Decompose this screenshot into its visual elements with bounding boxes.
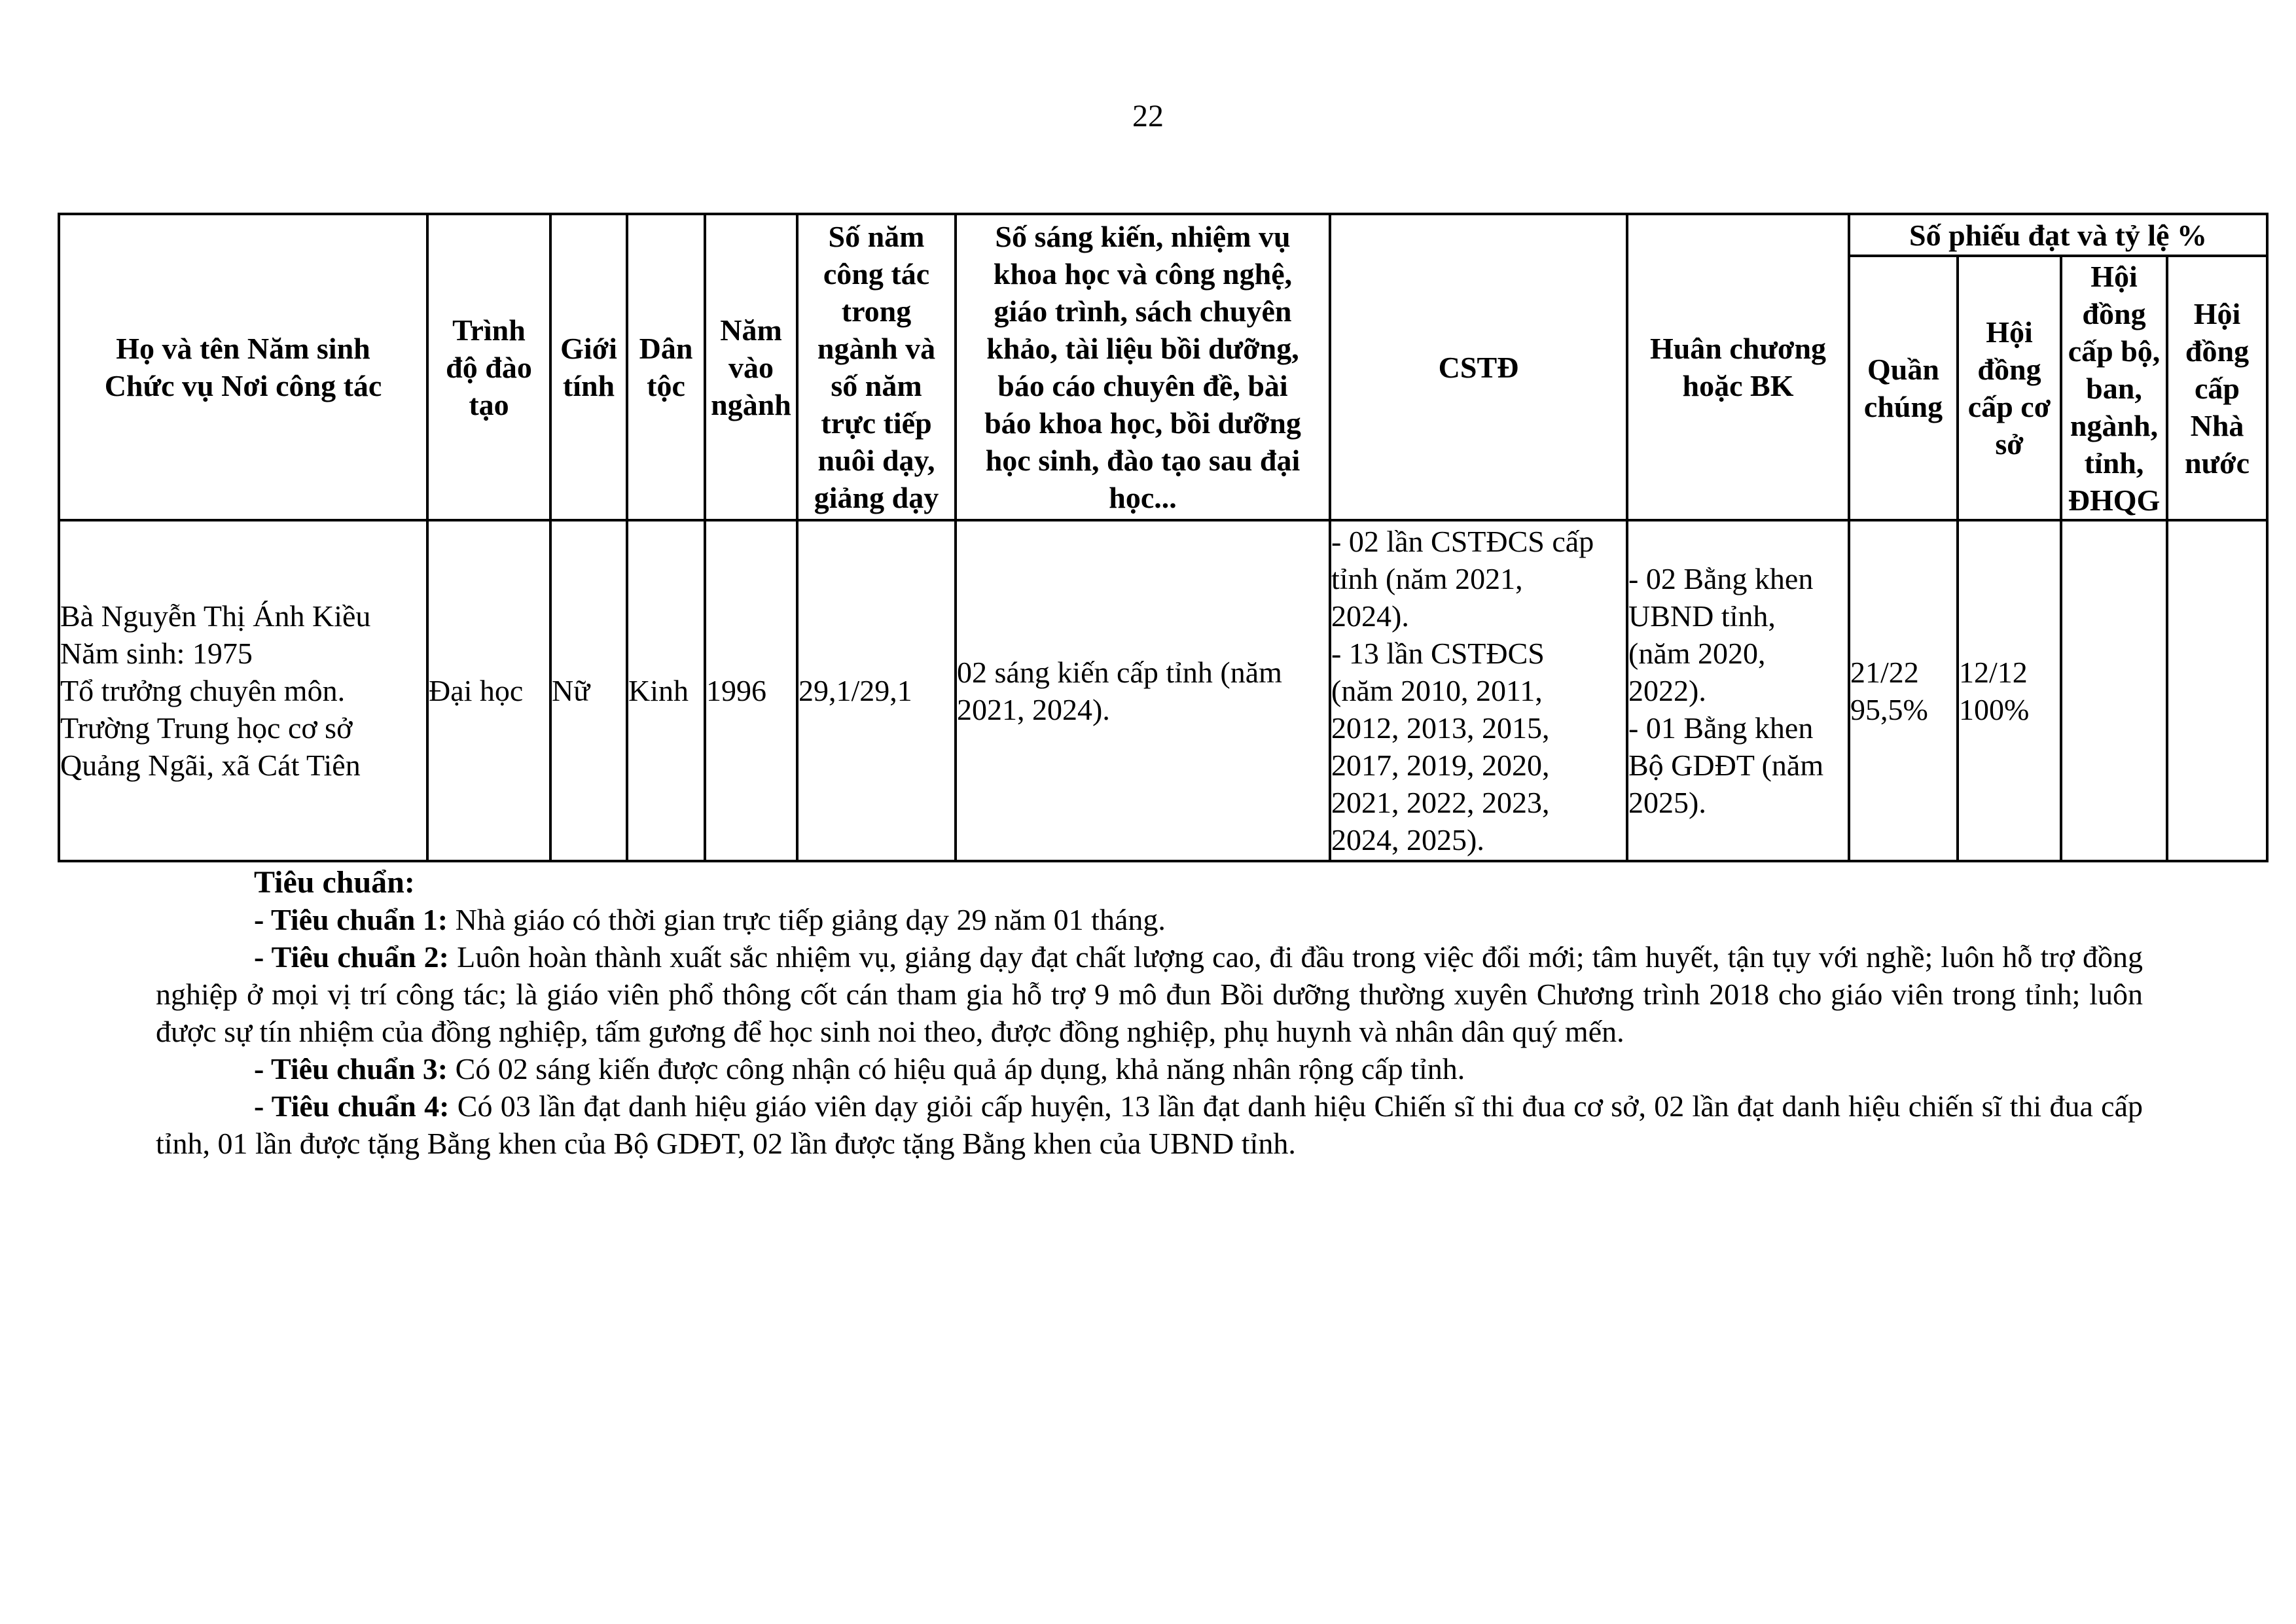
- header-education: Trình độ đào tạo: [427, 214, 550, 520]
- cell-years-service: 29,1/29,1: [797, 520, 956, 861]
- header-gender: Giới tính: [550, 214, 627, 520]
- header-awards: Huân chương hoặc BK: [1627, 214, 1849, 520]
- criteria-label: - Tiêu chuẩn 4:: [254, 1089, 450, 1123]
- criteria-item-3: [156, 1050, 2143, 1087]
- header-votes-group: Số phiếu đạt và tỷ lệ %: [1849, 214, 2267, 256]
- header-name: Họ và tên Năm sinh Chức vụ Nơi công tác: [59, 214, 427, 520]
- cell-entry-year: 1996: [705, 520, 797, 861]
- header-cstd: CSTĐ: [1330, 214, 1627, 520]
- header-ethnicity: Dân tộc: [627, 214, 705, 520]
- criteria-text: Luôn hoàn thành xuất sắc nhiệm vụ, giảng dạy đạt chất lượng cao, đi đầu trong việc đổi mới; tâm huyết, tận tụy với nghề; luôn hỗ trợ đồng nghiệp ở mọi vị trí công tác; là giáo viên phổ thông cốt cán tham gia hỗ trợ 9 mô đun Bồi dưỡng thường xuyên Chương trình 2018 cho giáo viên trong tỉnh; luôn được sự tín nhiệm của đồng nghiệp, tấm gương để học sinh noi theo, được đồng nghiệp, phụ huynh và nhân dân quý mến.: [156, 940, 2144, 1048]
- criteria-label: - Tiêu chuẩn 3:: [254, 1052, 448, 1086]
- header-years-service: Số năm công tác trong ngành và số năm trực tiếp nuôi dạy, giảng dạy: [797, 214, 956, 520]
- header-votes-state: Hội đồng cấp Nhà nước: [2167, 256, 2267, 520]
- header-votes-ministry: Hội đồng cấp bộ, ban, ngành, tỉnh, ĐHQG: [2061, 256, 2167, 520]
- criteria-section: [156, 864, 2143, 1162]
- criteria-item-4: [156, 1087, 2143, 1162]
- criteria-item-2: [156, 938, 2143, 1050]
- candidate-table: [58, 213, 2269, 862]
- criteria-title: Tiêu chuẩn:: [254, 865, 415, 900]
- cell-education: Đại học: [427, 520, 550, 861]
- cell-awards: - 02 Bằng khen UBND tỉnh, (năm 2020, 2022). - 01 Bằng khen Bộ GDĐT (năm 2025).: [1627, 520, 1849, 861]
- criteria-label: - Tiêu chuẩn 1:: [254, 903, 448, 936]
- header-votes-public: Quần chúng: [1849, 256, 1958, 520]
- criteria-text: Nhà giáo có thời gian trực tiếp giảng dạy 29 năm 01 tháng.: [448, 903, 1166, 936]
- table-row: [59, 520, 2267, 861]
- cell-votes-state: [2167, 520, 2267, 861]
- cell-ethnicity: Kinh: [627, 520, 705, 861]
- cell-gender: Nữ: [550, 520, 627, 861]
- cell-initiatives: 02 sáng kiến cấp tỉnh (năm 2021, 2024).: [956, 520, 1330, 861]
- page-number: 22: [1132, 99, 1164, 133]
- cell-votes-base: 12/12 100%: [1958, 520, 2061, 861]
- header-entry-year: Năm vào ngành: [705, 214, 797, 520]
- criteria-text: Có 03 lần đạt danh hiệu giáo viên dạy giỏi cấp huyện, 13 lần đạt danh hiệu Chiến sĩ thi đua cơ sở, 02 lần đạt danh hiệu chiến sĩ thi đua cấp tỉnh, 01 lần được tặng Bằng khen của Bộ GDĐT, 02 lần được tặng Bằng khen của UBND tỉnh.: [156, 1089, 2143, 1160]
- criteria-label: - Tiêu chuẩn 2:: [254, 940, 449, 974]
- header-votes-base: Hội đồng cấp cơ sở: [1958, 256, 2061, 520]
- header-initiatives: Số sáng kiến, nhiệm vụ khoa học và công nghệ, giáo trình, sách chuyên khảo, tài liệu bồi dưỡng, báo cáo chuyên đề, bài báo khoa học, bồi dưỡng học sinh, đào tạo sau đại học...: [956, 214, 1330, 520]
- cell-cstd: - 02 lần CSTĐCS cấp tỉnh (năm 2021, 2024). - 13 lần CSTĐCS (năm 2010, 2011, 2012, 2013, 2015, 2017, 2019, 2020, 2021, 2022, 2023, 2024, 2025).: [1330, 520, 1627, 861]
- cell-votes-ministry: [2061, 520, 2167, 861]
- criteria-text: Có 02 sáng kiến được công nhận có hiệu quả áp dụng, khả năng nhân rộng cấp tỉnh.: [448, 1052, 1465, 1086]
- cell-name: Bà Nguyễn Thị Ánh Kiều Năm sinh: 1975 Tổ trưởng chuyên môn. Trường Trung học cơ sở Quảng Ngãi, xã Cát Tiên: [59, 520, 427, 861]
- cell-votes-public: 21/22 95,5%: [1849, 520, 1958, 861]
- criteria-item-1: [156, 901, 2143, 938]
